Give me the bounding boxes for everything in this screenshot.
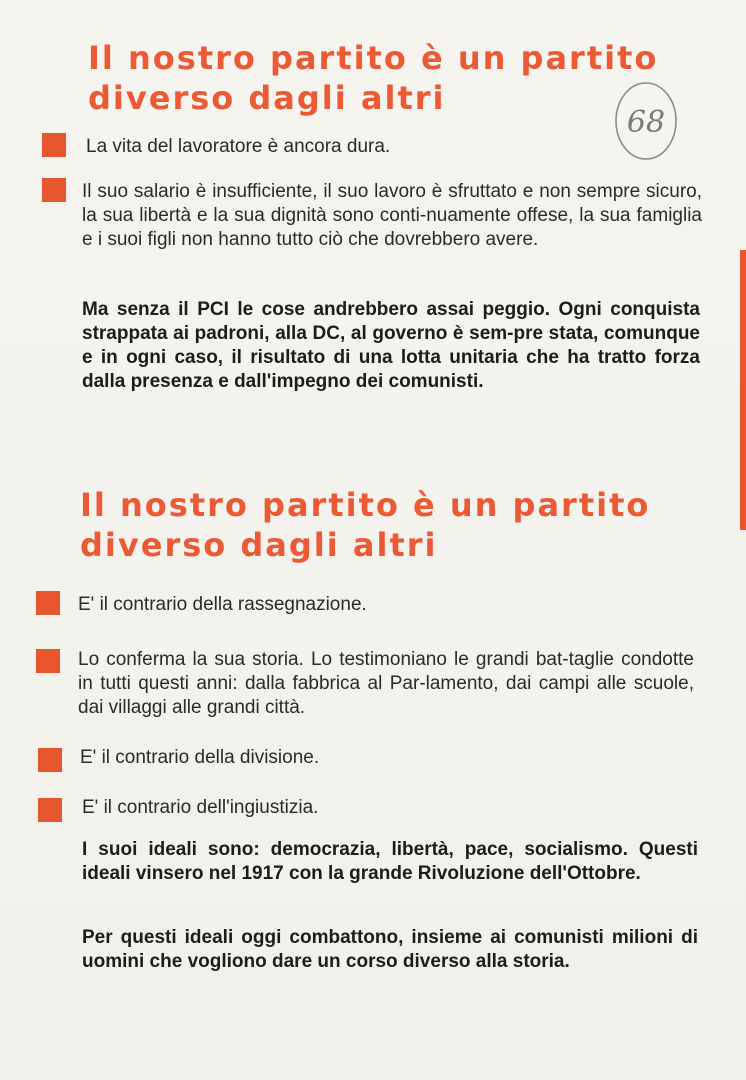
section2-heading-line1: Il nostro partito è un partito <box>80 486 651 524</box>
bullet-square-icon <box>42 133 66 157</box>
section2-bullet3: E' il contrario della divisione. <box>80 747 320 768</box>
section2-paragraph1: I suoi ideali sono: democrazia, libertà, pace, socialismo. Questi ideali vinsero nel 1917 con la grande Rivoluzione dell'Ottobre. <box>82 839 698 884</box>
bullet-square-icon <box>38 798 62 822</box>
section1-bullet1: La vita del lavoratore è ancora dura. <box>86 136 391 157</box>
section2-bullet4: E' il contrario dell'ingiustizia. <box>82 797 319 818</box>
section1-heading <box>88 38 658 118</box>
section1-paragraph: Ma senza il PCI le cose andrebbero assai peggio. Ogni conquista strappata ai padroni, alla DC, al governo è sem-pre stata, comunque e in ogni caso, il risultato di una lotta unitaria che ha tratto forza dalla presenza e dall'impegno dei comunisti. <box>82 299 700 392</box>
section2-bullet1: E' il contrario della rassegnazione. <box>78 594 367 615</box>
section2-heading-line2: diverso dagli altri <box>80 526 438 564</box>
section1-heading-line1: Il nostro partito è un partito <box>88 39 659 77</box>
section1-bullet2: Il suo salario è insufficiente, il suo lavoro è sfruttato e non sempre sicuro, la sua libertà e la sua dignità sono conti-nuamente offese, la sua famiglia e i suoi figli non hanno tutto ciò che dovrebbero avere. <box>82 181 702 250</box>
bullet-square-icon <box>36 591 60 615</box>
section2-bullet2: Lo conferma la sua storia. Lo testimoniano le grandi bat-taglie condotte in tutti questi anni: dalla fabbrica al Par-lamento, dai campi alle scuole, dai villaggi alle grandi città. <box>78 649 694 718</box>
bullet-square-icon <box>38 748 62 772</box>
bullet-square-icon <box>36 649 60 673</box>
section2-heading <box>80 485 650 565</box>
section2-paragraph2: Per questi ideali oggi combattono, insieme ai comunisti milioni di uomini che vogliono dare un corso diverso alla storia. <box>82 927 698 972</box>
handwritten-number: 68 <box>626 105 666 140</box>
bullet-square-icon <box>42 178 66 202</box>
section1-heading-line2: diverso dagli altri <box>88 79 446 117</box>
handwritten-number-mark <box>612 78 680 164</box>
red-edge-strip <box>740 250 746 530</box>
